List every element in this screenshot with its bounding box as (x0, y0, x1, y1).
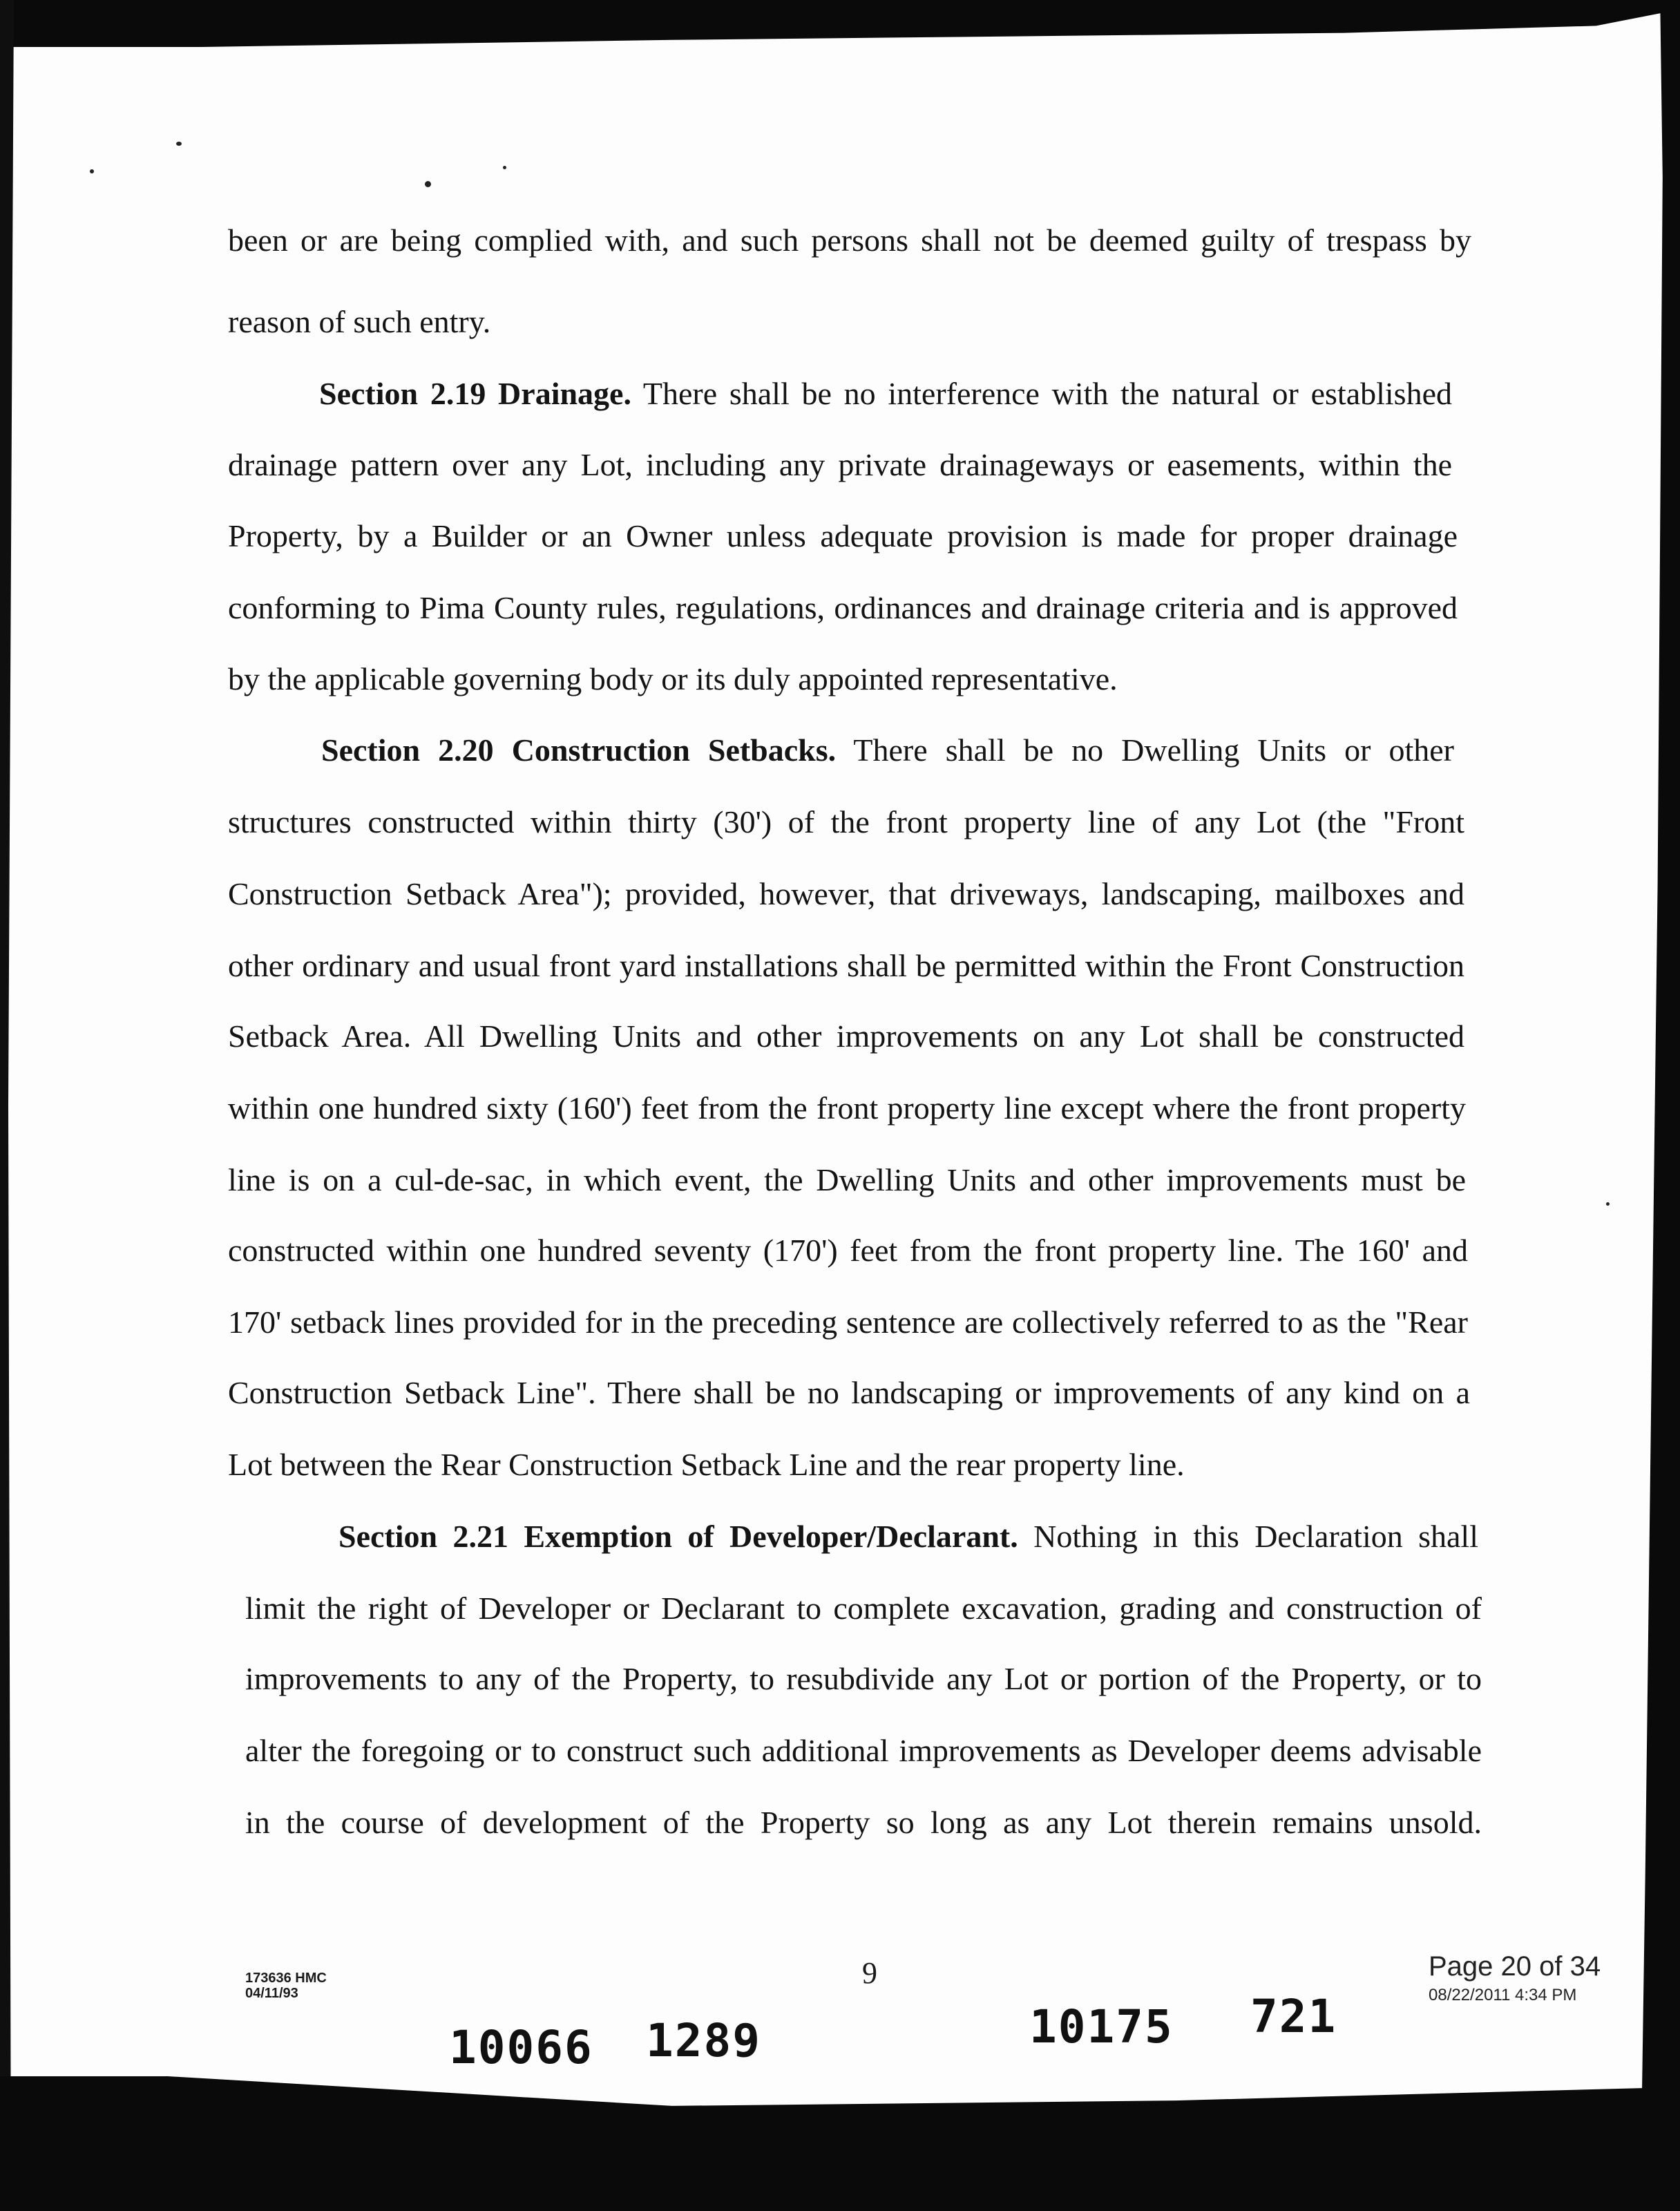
body-text-line: drainage pattern over any Lot, including any private drainageways or easements, within the (228, 447, 1452, 482)
scan-edge-right (1630, 0, 1680, 2211)
scan-speck (1606, 1202, 1610, 1206)
section-2-20-heading: Section 2.20 Construction Setbacks. (321, 732, 837, 768)
scan-speck (176, 142, 182, 146)
body-text-line: limit the right of Developer or Declarant to complete excavation, grading and construction of (245, 1591, 1482, 1626)
print-timestamp: 08/22/2011 4:34 PM (1429, 1986, 1577, 2004)
document-code-line: 173636 HMC (245, 1971, 327, 1986)
section-2-21-heading: Section 2.21 Exemption of Developer/Declarant. (338, 1519, 1018, 1554)
body-text-line: Construction Setback Area"); provided, however, that driveways, landscaping, mailboxes and (228, 876, 1464, 911)
document-code (245, 1971, 327, 2001)
body-text-line: line is on a cul-de-sac, in which event, the Dwelling Units and other improvements must be (228, 1162, 1466, 1197)
section-heading-line (319, 374, 1452, 413)
scan-speck (425, 181, 431, 187)
section-2-19-text: There shall be no interference with the natural or established (631, 376, 1452, 411)
body-text-line: reason of such entry. (228, 304, 491, 339)
body-text-line: structures constructed within thirty (30') of the front property line of any Lot (the "Front (228, 804, 1464, 839)
section-2-21-text: Nothing in this Declaration shall (1018, 1519, 1478, 1554)
recording-stamp-book-1: 10066 (449, 2021, 593, 2074)
body-text-line: Property, by a Builder or an Owner unless adequate provision is made for proper drainage (228, 518, 1458, 553)
recording-stamp-page-2: 721 (1250, 1990, 1337, 2043)
body-text-line: Lot between the Rear Construction Setback Line and the rear property line. (228, 1447, 1185, 1482)
body-text-line: constructed within one hundred seventy (170') feet from the front property line. The 160' and (228, 1233, 1468, 1268)
body-text-line: improvements to any of the Property, to resubdivide any Lot or portion of the Property, or to (245, 1661, 1482, 1696)
body-text-line: by the applicable governing body or its duly appointed representative. (228, 661, 1118, 696)
scan-speck (90, 169, 94, 173)
section-2-20-text: There shall be no Dwelling Units or other (836, 732, 1454, 768)
scan-edge-bottom (0, 2076, 1680, 2211)
page-number: 9 (862, 1956, 877, 1990)
body-text-line: within one hundred sixty (160') feet from the front property line except where the front property (228, 1090, 1466, 1126)
section-2-19-heading: Section 2.19 Drainage. (319, 376, 631, 411)
section-heading-line (338, 1517, 1478, 1556)
scan-edge-left (0, 0, 14, 2211)
body-text-line: alter the foregoing or to construct such additional improvements as Developer deems advisable (245, 1733, 1482, 1768)
body-text-line: in the course of development of the Property so long as any Lot therein remains unsold. (245, 1805, 1482, 1840)
body-text-line: conforming to Pima County rules, regulations, ordinances and drainage criteria and is approved (228, 590, 1458, 625)
body-text-line: other ordinary and usual front yard installations shall be permitted within the Front Construction (228, 948, 1464, 983)
body-text-line: Construction Setback Line". There shall be no landscaping or improvements of any kind on a (228, 1375, 1470, 1410)
body-text-line: been or are being complied with, and such persons shall not be deemed guilty of trespass by (228, 222, 1471, 258)
body-text-line: 170' setback lines provided for in the preceding sentence are collectively referred to as the "Rear (228, 1304, 1468, 1340)
page-counter: Page 20 of 34 (1429, 1951, 1601, 1982)
recording-stamp-page-1: 1289 (646, 2014, 761, 2067)
scan-speck (503, 166, 506, 169)
scan-edge-top (0, 0, 1680, 47)
recording-stamp-book-2: 10175 (1029, 2000, 1174, 2053)
document-date-line: 04/11/93 (245, 1986, 298, 2001)
section-heading-line (321, 731, 1454, 770)
body-text-line: Setback Area. All Dwelling Units and other improvements on any Lot shall be constructed (228, 1018, 1464, 1054)
